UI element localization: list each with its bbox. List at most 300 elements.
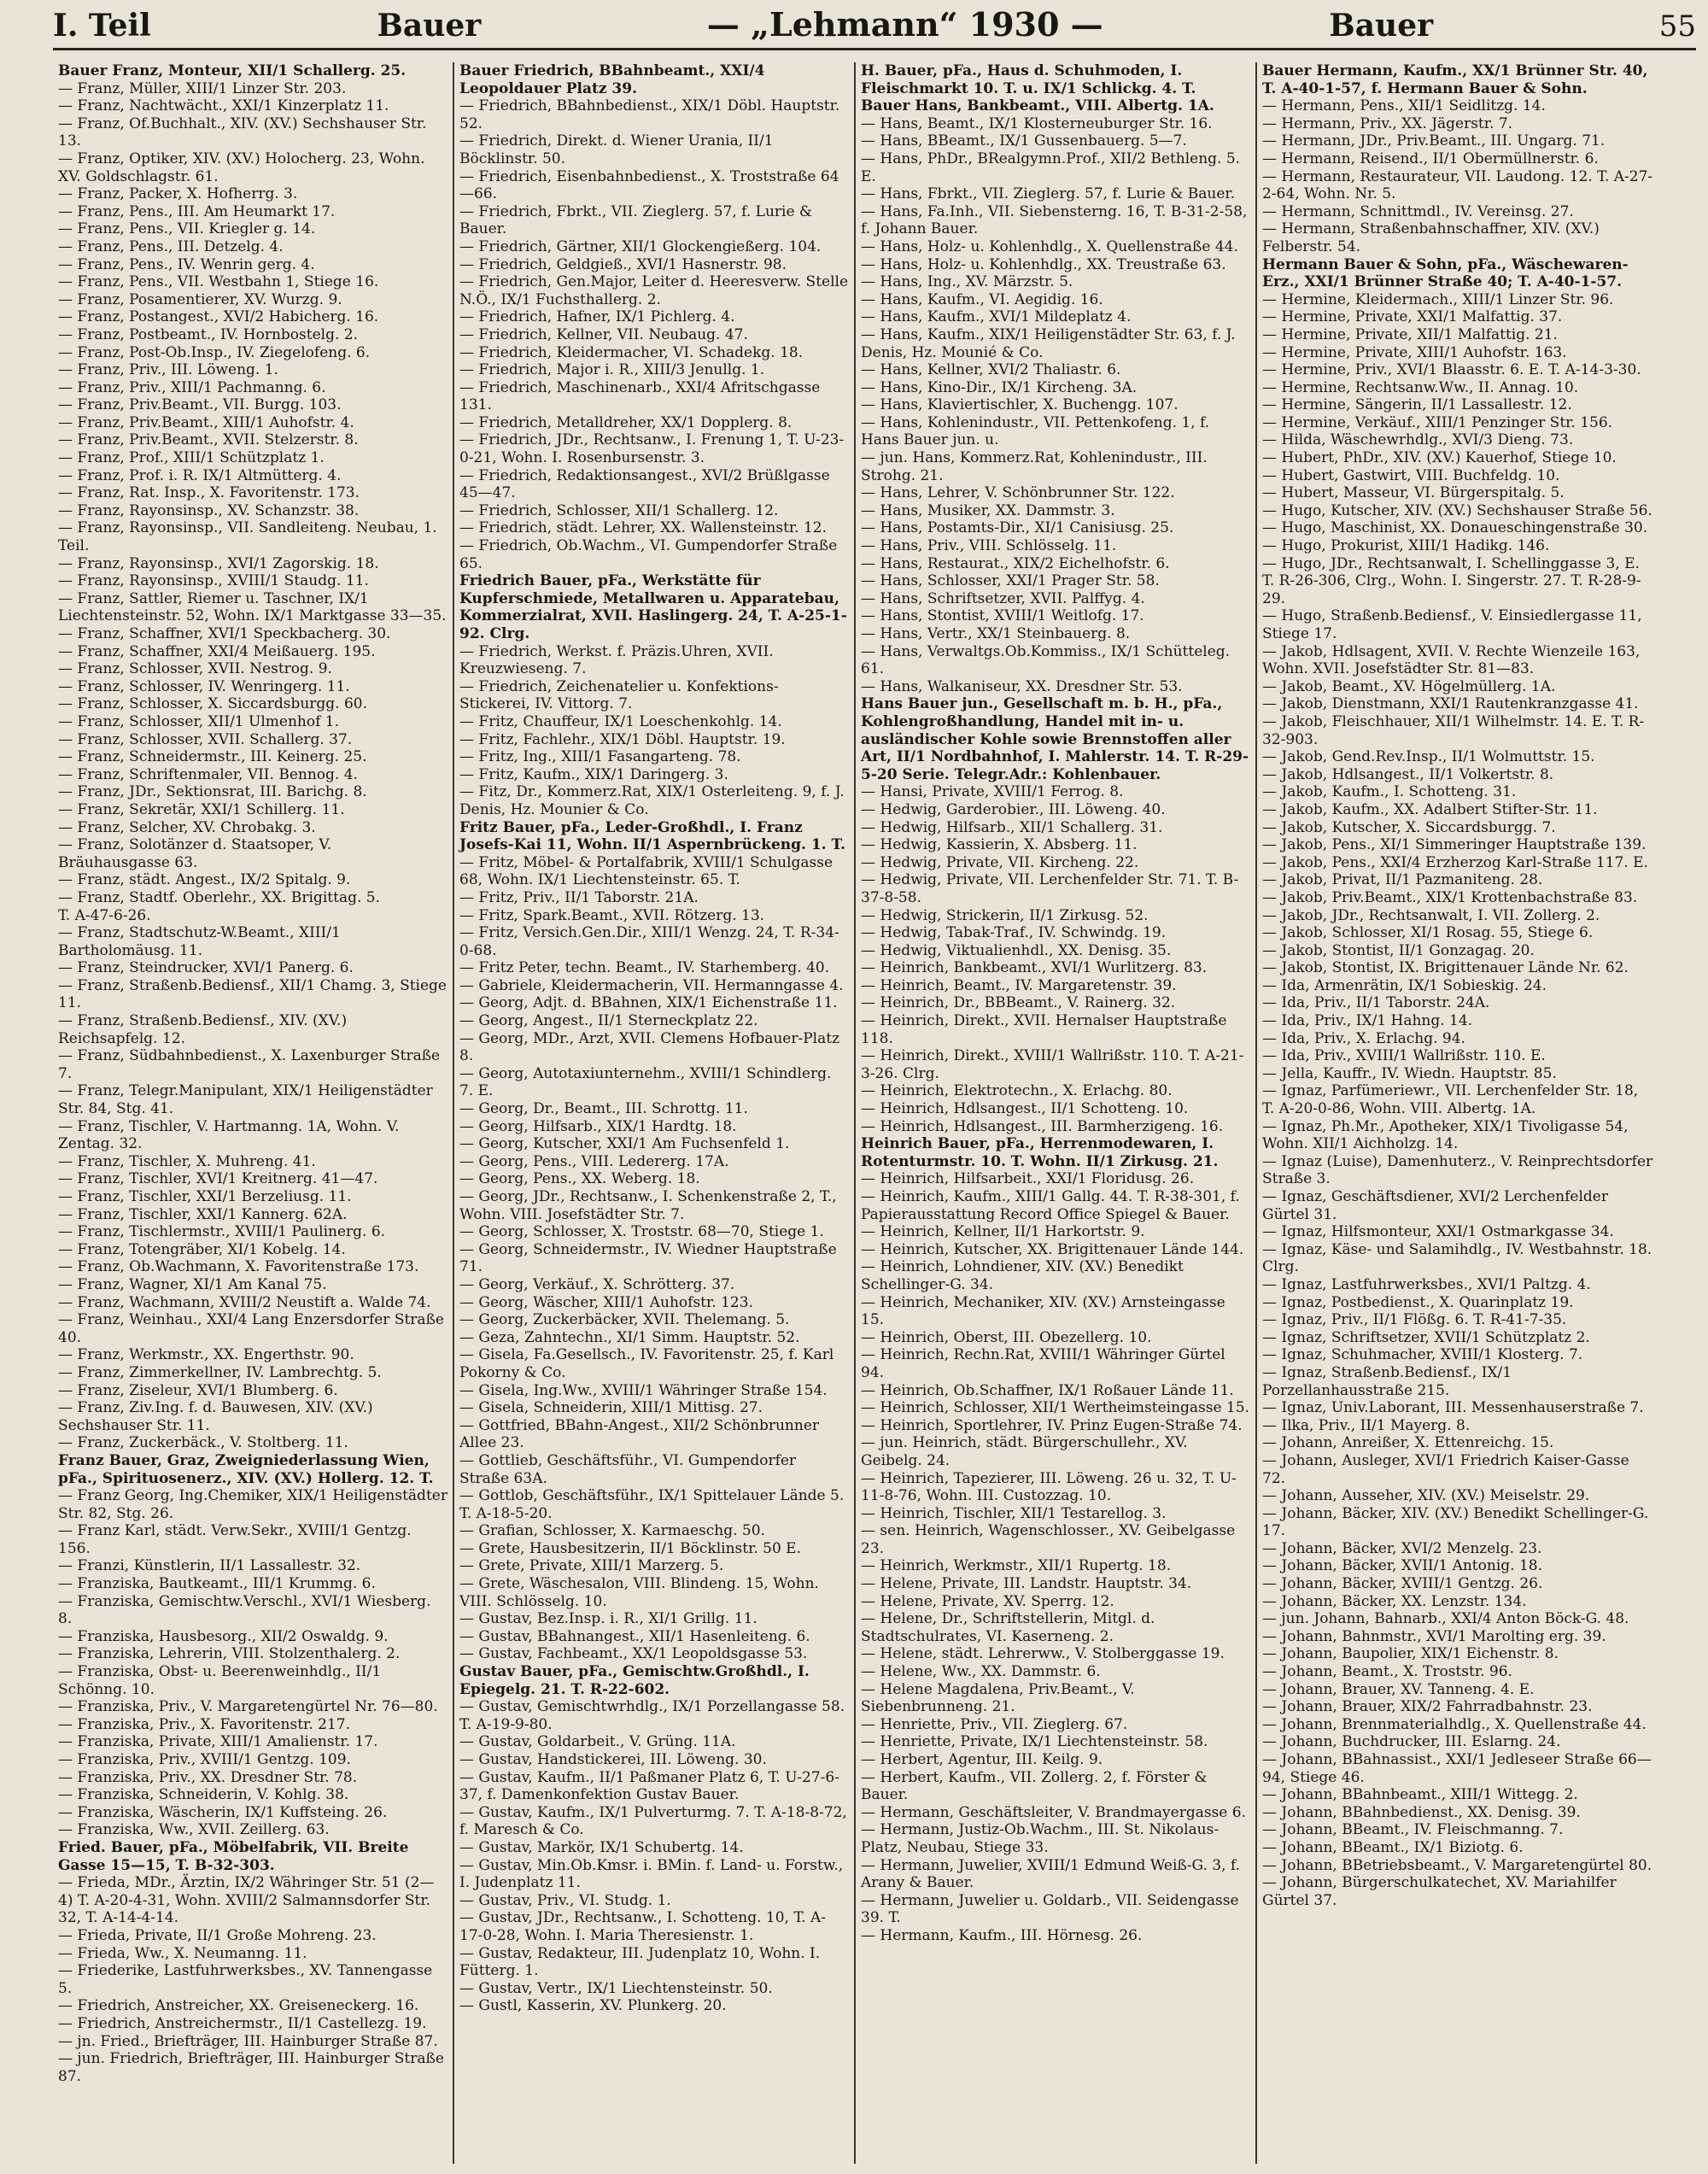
directory-entry: — Heinrich, Dr., BBBeamt., V. Rainerg. 32. [861, 994, 1176, 1012]
directory-entry: — Friedrich, Metalldreher, XX/1 Dopplerg. 8. [459, 413, 793, 431]
directory-entry: — Franziska, Priv., V. Margaretengürtel Nr. 76—80. [58, 1698, 438, 1716]
directory-entry: — Heinrich, Beamt., IV. Margaretenstr. 39. [861, 976, 1177, 994]
directory-entry: — Johann, Beamt., X. Troststr. 96. [1262, 1663, 1512, 1681]
directory-entry: — Franz, Stadtf. Oberlehr., XX. Brigittag. 5. [58, 888, 381, 906]
directory-entry: — Franz, Rat. Insp., X. Favoritenstr. 173. [58, 484, 360, 502]
directory-entry: — Franziska, Schneiderin, V. Kohlg. 38. [58, 1786, 349, 1804]
directory-entry: — jn. Fried., Briefträger, III. Hainburger Straße 87. [58, 2032, 438, 2050]
directory-entry: — Franz, Rayonsinsp., XVIII/1 Staudg. 11. [58, 572, 369, 590]
directory-entry: — Franz, Schlosser, XVII. Schallerg. 37. [58, 730, 353, 748]
directory-columns [53, 62, 1696, 2164]
directory-entry: — Franz, Priv., XIII/1 Pachmanng. 6. [58, 378, 326, 396]
directory-entry: — Georg, Hilfsarb., XIX/1 Hardtg. 18. [459, 1117, 737, 1135]
directory-entry: — Franz, Wachmann, XVIII/2 Neustift a. Walde 74. [58, 1293, 431, 1311]
directory-entry: — Franz, Schneidermstr., III. Keinerg. 25. [58, 748, 367, 766]
directory-entry: — Heinrich, Hilfsarbeit., XXI/1 Floridusg. 26. [861, 1170, 1195, 1188]
header-section: I. Teil [53, 8, 151, 44]
directory-entry: — Franz, Pens., III. Am Heumarkt 17. [58, 202, 336, 220]
directory-entry: — Hans, Priv., VIII. Schlösselg. 11. [861, 537, 1117, 555]
directory-entry: — Friedrich, Fbrkt., VII. Zieglerg. 57, f. Lurie & Bauer. [459, 202, 813, 238]
directory-entry: Bauer Hans, Bankbeamt., VIII. Albertg. 1A. [861, 97, 1214, 115]
directory-entry: — Hans, PhDr., BRealgymn.Prof., XII/2 Bethleng. 5. E. [861, 149, 1241, 185]
directory-entry: — Hans, Fa.Inh., VII. Siebensterng. 16, T. B-31-2-58, f. Johann Bauer. [861, 202, 1248, 238]
directory-entry: — Hans, Musiker, XX. Dammstr. 3. [861, 501, 1115, 519]
directory-entry: — Gisela, Ing.Ww., XVIII/1 Währinger Straße 154. [459, 1381, 828, 1399]
directory-entry: — Franz, JDr., Sektionsrat, III. Barichg. 8. [58, 783, 367, 801]
directory-entry: — Hermann, Restaurateur, VII. Laudong. 12. T. A-27-2-64, Wohn. Nr. 5. [1262, 167, 1653, 203]
directory-entry: Fried. Bauer, pFa., Möbelfabrik, VII. Breite Gasse 15—15, T. B-32-303. [58, 1838, 409, 1874]
directory-entry: H. Bauer, pFa., Haus d. Schuhmoden, I. Fleischmarkt 10. T. u. IX/1 Schlickg. 4. T. [861, 62, 1196, 97]
directory-entry: — Franz, Posamentierer, XV. Wurzg. 9. [58, 290, 342, 308]
directory-entry: — Hermann, Juwelier, XVIII/1 Edmund Weiß-G. 3, f. Arany & Bauer. [861, 1856, 1241, 1892]
directory-entry: — Ida, Armenrätin, IX/1 Sobieskig. 24. [1262, 976, 1547, 994]
directory-entry: — Hans, Kohlenindustr., VII. Pettenkofeng. 1, f. Hans Bauer jun. u. [861, 413, 1210, 449]
directory-entry: — Helene, Private, XV. Sperrg. 12. [861, 1592, 1114, 1610]
directory-entry: — Jakob, Privat, II/1 Pazmaniteng. 28. [1262, 871, 1543, 889]
directory-entry: — jun. Heinrich, städt. Bürgerschullehr., XV. Geibelg. 24. [861, 1434, 1188, 1469]
directory-entry: — Georg, Verkäuf., X. Schrötterg. 37. [459, 1275, 735, 1293]
directory-entry: — Hansi, Private, XVIII/1 Ferrog. 8. [861, 783, 1124, 801]
directory-entry: — Jakob, Stontist, IX. Brigittenauer Lände Nr. 62. [1262, 959, 1629, 977]
page-number: 55 [1658, 9, 1696, 44]
directory-entry: — Friedrich, Geldgieß., XVI/1 Hasnerstr. 98. [459, 255, 787, 273]
directory-entry: — Franz, Wagner, XI/1 Am Kanal 75. [58, 1275, 327, 1293]
directory-entry: — Johann, Ausleger, XVI/1 Friedrich Kaiser-Gasse 72. [1262, 1451, 1629, 1487]
header-title: — „Lehmann“ 1930 — [706, 5, 1103, 44]
directory-entry: Gustav Bauer, pFa., Gemischtw.Großhdl., I. Epiegelg. 21. T. R-22-602. [459, 1663, 810, 1698]
directory-entry: — Grete, Private, XIII/1 Marzerg. 5. [459, 1557, 724, 1575]
directory-column-4 [1257, 62, 1658, 2164]
directory-entry: — Franz, Priv.Beamt., XVII. Stelzerstr. 8. [58, 431, 359, 449]
directory-entry: — Franz, Schlosser, XII/1 Ulmenhof 1. [58, 712, 340, 730]
directory-entry: — Helene, städt. Lehrerww., V. Stolberggasse 19. [861, 1645, 1225, 1663]
directory-entry: — Johann, Anreißer, X. Ettenreichg. 15. [1262, 1434, 1554, 1452]
directory-entry: — Hermann, Geschäftsleiter, V. Brandmayergasse 6. [861, 1803, 1246, 1821]
directory-entry: — Franz, Werkmstr., XX. Engerthstr. 90. [58, 1346, 354, 1364]
directory-entry: — Hans, Lehrer, V. Schönbrunner Str. 122. [861, 484, 1175, 502]
directory-entry: — Hermann, Pens., XII/1 Seidlitzg. 14. [1262, 97, 1546, 115]
directory-entry: Hans Bauer jun., Gesellschaft m. b. H., pFa., Kohlengroßhandlung, Handel mit in- u. ausländischer Kohle sowie Brennstoffen aller Art, II/1 Nordbahnhof, I. Mahlerstr. 14. T. R-29-5-20 Serie. Telegr.Adr.: Kohlenbauer. [861, 695, 1249, 783]
directory-entry: — Georg, Schlosser, X. Troststr. 68—70, Stiege 1. [459, 1223, 824, 1241]
directory-entry: — Gustav, Fachbeamt., XX/1 Leopoldsgasse 53. [459, 1645, 808, 1663]
directory-entry: — Frieda, Ww., X. Neumanng. 11. [58, 1944, 307, 1962]
directory-entry: — Hubert, Masseur, VI. Bürgerspitalg. 5. [1262, 484, 1565, 502]
directory-entry: — Jakob, Kutscher, X. Siccardsburgg. 7. [1262, 818, 1556, 836]
directory-entry: — Herbert, Kaufm., VII. Zollerg. 2, f. Förster & Bauer. [861, 1768, 1208, 1804]
directory-entry: — Franz, Straßenb.Bediensf., XIV. (XV.) Reichsapfelg. 12. [58, 1012, 348, 1047]
directory-entry: — Franz, Priv.Beamt., VII. Burgg. 103. [58, 396, 342, 414]
directory-entry: — Ida, Priv., IX/1 Hahng. 14. [1262, 1012, 1473, 1030]
directory-entry: — Gustl, Kasserin, XV. Plunkerg. 20. [459, 1997, 727, 2015]
directory-entry: — Hugo, Kutscher, XIV. (XV.) Sechshauser Straße 56. [1262, 501, 1652, 519]
directory-entry: — Franziska, Priv., X. Favoritenstr. 217. [58, 1715, 350, 1733]
directory-entry: — Johann, Bäcker, XIV. (XV.) Benedikt Schellinger-G. 17. [1262, 1504, 1649, 1540]
directory-entry: — Ignaz, Schuhmacher, XVIII/1 Klosterg. 7. [1262, 1346, 1583, 1364]
directory-entry: — Hermine, Sängerin, II/1 Lassallestr. 12. [1262, 396, 1572, 414]
directory-entry: — Frieda, Private, II/1 Große Mohreng. 23. [58, 1926, 377, 1944]
directory-entry: — Hedwig, Private, VII. Lerchenfelder Str. 71. T. B-37-8-58. [861, 871, 1239, 906]
directory-entry: — Ilka, Priv., II/1 Mayerg. 8. [1262, 1416, 1471, 1434]
directory-entry: — Franz, Rayonsinsp., VII. Sandleiteng. Neubau, 1. Teil. [58, 519, 437, 555]
directory-entry: — Heinrich, Direkt., XVIII/1 Wallrißstr. 110. T. A-21-3-26. Clrg. [861, 1047, 1244, 1082]
directory-entry: — Heinrich, Elektrotechn., X. Erlachg. 80. [861, 1082, 1173, 1100]
directory-entry: — Ida, Priv., X. Erlachg. 94. [1262, 1029, 1465, 1047]
directory-entry: — Johann, Bäcker, XVI/2 Menzelg. 23. [1262, 1539, 1542, 1557]
directory-entry: — Ignaz, Parfümeriewr., VII. Lerchenfelder Str. 18, T. A-20-0-86, Wohn. VIII. Albertg. 1A. [1262, 1082, 1639, 1118]
directory-entry: — Hans, Ing., XV. Märzstr. 5. [861, 273, 1073, 291]
directory-entry: — Georg, Dr., Beamt., III. Schrottg. 11. [459, 1100, 748, 1118]
directory-entry: — Jakob, Fleischhauer, XII/1 Wilhelmstr. 14. E. T. R-32-903. [1262, 712, 1645, 748]
directory-entry: — Franziska, Hausbesorg., XII/2 Oswaldg. 9. [58, 1627, 389, 1645]
directory-entry: — Franz, Postbeamt., IV. Hornbostelg. 2. [58, 325, 358, 343]
directory-entry: — Friedrich, Schlosser, XII/1 Schallerg. 12. [459, 501, 779, 519]
directory-entry: — Franz, Selcher, XV. Chrobakg. 3. [58, 818, 316, 836]
directory-entry: — Johann, BBahnassist., XXI/1 Jedleseer Straße 66—94, Stiege 46. [1262, 1751, 1652, 1786]
directory-entry: — Georg, Autotaxiunternehm., XVIII/1 Schindlerg. 7. E. [459, 1064, 832, 1100]
directory-entry: — Hans, Beamt., IX/1 Klosterneuburger Str. 16. [861, 114, 1213, 132]
directory-entry: — Gustav, Redakteur, III. Judenplatz 10, Wohn. I. Fütterg. 1. [459, 1944, 821, 1980]
directory-entry: — Heinrich, Ob.Schaffner, IX/1 Roßauer Lände 11. [861, 1381, 1234, 1399]
directory-entry: — Ignaz, Straßenb.Bediensf., IX/1 Porzellanhausstraße 215. [1262, 1363, 1512, 1399]
directory-entry: — Jakob, Beamt., XV. Högelmüllerg. 1A. [1262, 677, 1556, 695]
directory-entry: — Hermine, Verkäuf., XIII/1 Penzinger Str. 156. [1262, 413, 1613, 431]
directory-entry: — Franz, Schlosser, X. Siccardsburgg. 60. [58, 695, 368, 713]
directory-entry: — Hans, Holz- u. Kohlenhdlg., X. Quellenstraße 44. [861, 237, 1238, 255]
directory-entry: — Gustav, Handstickerei, III. Löweng. 30. [459, 1751, 767, 1768]
directory-entry: — Fritz, Spark.Beamt., XVII. Rötzerg. 13. [459, 906, 765, 924]
directory-entry: — Hugo, Straßenb.Bediensf., V. Einsiedlergasse 11, Stiege 17. [1262, 607, 1642, 642]
directory-entry: — Georg, Adjt. d. BBahnen, XIX/1 Eichenstraße 11. [459, 994, 838, 1012]
directory-entry: — Franz, Solotänzer d. Staatsoper, V. Bräuhausgasse 63. [58, 836, 332, 871]
directory-entry: — Ida, Priv., II/1 Taborstr. 24A. [1262, 994, 1490, 1012]
directory-entry: — Franz, Packer, X. Hofherrg. 3. [58, 185, 298, 203]
directory-entry: — Ignaz, Hilfsmonteur, XXI/1 Ostmarkgasse 34. [1262, 1223, 1614, 1241]
directory-entry: — Ignaz (Luise), Damenhuterz., V. Reinprechtsdorfer Straße 3. [1262, 1152, 1653, 1188]
directory-entry: — Georg, JDr., Rechtsanw., I. Schenkenstraße 2, T., Wohn. VIII. Josefstädter Str. 7. [459, 1188, 837, 1223]
directory-entry: — Franz, Of.Buchhalt., XIV. (XV.) Sechshauser Str. 13. [58, 114, 427, 150]
directory-entry: — Johann, BBetriebsbeamt., V. Margaretengürtel 80. [1262, 1856, 1652, 1874]
directory-entry: — Hermann, Reisend., II/1 Obermüllnerstr. 6. [1262, 149, 1599, 167]
directory-entry: — Franz, Tischler, XXI/1 Kannerg. 62A. [58, 1205, 348, 1223]
directory-entry: — Gabriele, Kleidermacherin, VII. Hermanngasse 4. [459, 976, 844, 994]
directory-entry: — Friedrich, Maschinenarb., XXI/4 Afritschgasse 131. [459, 378, 821, 414]
directory-entry: — Gustav, Gemischtwrhdlg., IX/1 Porzellangasse 58. T. A-19-9-80. [459, 1698, 845, 1733]
directory-entry: — Heinrich, Lohndiener, XIV. (XV.) Benedikt Schellinger-G. 34. [861, 1258, 1184, 1293]
directory-entry: — Franz, Rayonsinsp., XV. Schanzstr. 38. [58, 501, 360, 519]
directory-entry: — jun. Hans, Kommerz.Rat, Kohlenindustr., III. Strohg. 21. [861, 449, 1208, 484]
directory-entry: — Franz, städt. Angest., IX/2 Spitalg. 9. [58, 871, 351, 889]
directory-entry: — Hedwig, Kassierin, X. Absberg. 11. [861, 836, 1138, 854]
directory-entry: — Hermine, Private, XII/1 Malfattig. 21. [1262, 325, 1558, 343]
directory-entry: — Franz, Stadtschutz-W.Beamt., XIII/1 Bartholomäusg. 11. [58, 924, 341, 959]
directory-entry: — Johann, BBeamt., IV. Fleischmanng. 7. [1262, 1821, 1564, 1839]
directory-entry: — Hermann, Justiz-Ob.Wachm., III. St. Nikolaus-Platz, Neubau, Stiege 33. [861, 1821, 1220, 1856]
directory-entry: — Friederike, Lastfuhrwerksbes., XV. Tannengasse 5. [58, 1962, 433, 1997]
directory-entry: — Jakob, Priv.Beamt., XIX/1 Krottenbachstraße 83. [1262, 888, 1638, 906]
directory-entry: — Ida, Priv., XVIII/1 Wallrißstr. 110. E. [1262, 1047, 1546, 1065]
directory-entry: — Fritz, Chauffeur, IX/1 Loeschenkohlg. 14. [459, 712, 782, 730]
directory-entry: — Gottfried, BBahn-Angest., XII/2 Schönbrunner Allee 23. [459, 1416, 820, 1452]
directory-entry: — Gustav, Kaufm., II/1 Paßmaner Platz 6, T. U-27-6-37, f. Damenkonfektion Gustav Bauer. [459, 1768, 839, 1804]
directory-entry: — Fritz, Kaufm., XIX/1 Daringerg. 3. [459, 765, 728, 783]
directory-entry: — Friedrich, Eisenbahnbedienst., X. Troststraße 64—66. [459, 167, 839, 203]
directory-entry: — Fritz, Ing., XIII/1 Fasangarteng. 78. [459, 748, 741, 766]
directory-entry: — Fritz Peter, techn. Beamt., IV. Starhemberg. 40. [459, 959, 830, 977]
directory-entry: — Franz, Post-Ob.Insp., IV. Ziegelofeng. 6. [58, 343, 371, 361]
directory-entry: — Geza, Zahntechn., XI/1 Simm. Hauptstr. 52. [459, 1328, 800, 1346]
directory-entry: — Friedrich, Anstreichermstr., II/1 Castellezg. 19. [58, 2014, 427, 2032]
directory-entry: — Hans, Klaviertischler, X. Buchengg. 107. [861, 396, 1179, 414]
directory-entry: — Heinrich, Hdlsangest., II/1 Schotteng. 10. [861, 1100, 1189, 1118]
directory-entry: — Ignaz, Priv., II/1 Flößg. 6. T. R-41-7-35. [1262, 1311, 1567, 1329]
directory-entry: — Johann, Bahnmstr., XVI/1 Marolting erg. 39. [1262, 1627, 1606, 1645]
directory-entry: — Friedrich, Redaktionsangest., XVI/2 Brüßlgasse 45—47. [459, 466, 830, 502]
directory-entry: — Franz, Telegr.Manipulant, XIX/1 Heiligenstädter Str. 84, Stg. 41. [58, 1082, 433, 1118]
directory-column-3 [856, 62, 1257, 2164]
directory-entry: — Franz, Totengräber, XI/1 Kobelg. 14. [58, 1240, 346, 1258]
directory-entry: — Franz, Ziseleur, XVI/1 Blumberg. 6. [58, 1381, 338, 1399]
directory-entry: — Franz, Müller, XIII/1 Linzer Str. 203. [58, 79, 347, 97]
directory-entry: — Franz, Postangest., XVI/2 Habicherg. 16. [58, 308, 379, 326]
directory-entry: — Hedwig, Viktualienhdl., XX. Denisg. 35. [861, 941, 1172, 959]
directory-entry: — Helene, Private, III. Landstr. Hauptstr. 34. [861, 1575, 1192, 1593]
directory-entry: — Franz, Südbahnbedienst., X. Laxenburger Straße 7. [58, 1047, 441, 1082]
directory-entry: — Friedrich, Hafner, IX/1 Pichlerg. 4. [459, 308, 735, 326]
directory-entry: — Herbert, Agentur, III. Keilg. 9. [861, 1751, 1103, 1768]
directory-entry: — Johann, Ausseher, XIV. (XV.) Meiselstr. 29. [1262, 1487, 1590, 1505]
directory-entry: — Fitz, Dr., Kommerz.Rat, XIX/1 Osterleiteng. 9, f. J. Denis, Hz. Mounier & Co. [459, 783, 845, 818]
directory-entry: — Johann, Brauer, XV. Tanneng. 4. E. [1262, 1680, 1535, 1698]
directory-entry: — Jakob, JDr., Rechtsanwalt, I. VII. Zollerg. 2. [1262, 906, 1600, 924]
directory-entry: — Hans, Kellner, XVI/2 Thaliastr. 6. [861, 361, 1121, 379]
directory-entry: Bauer Franz, Monteur, XII/1 Schallerg. 25. [58, 62, 407, 79]
directory-entry: — Friedrich, JDr., Rechtsanw., I. Frenung 1, T. U-23-0-21, Wohn. I. Rosenbursenstr. 3. [459, 431, 845, 467]
directory-entry: — Hilda, Wäschewrhdlg., XVI/3 Dieng. 73. [1262, 431, 1574, 449]
directory-entry: — Franz, Tischler, XVI/1 Kreitnerg. 41—47. [58, 1170, 378, 1188]
directory-entry: — Franz, Steindrucker, XVI/1 Panerg. 6. [58, 959, 354, 977]
directory-entry: — Hans, Kaufm., VI. Aegidig. 16. [861, 290, 1103, 308]
directory-entry: — Heinrich, Sportlehrer, IV. Prinz Eugen-Straße 74. [861, 1416, 1243, 1434]
directory-entry: Friedrich Bauer, pFa., Werkstätte für Kupferschmiede, Metallwaren u. Apparatebau, Kommerzialrat, XVII. Haslingerg. 24, T. A-25-1-92. Clrg. [459, 572, 847, 642]
directory-entry: — Johann, Buchdrucker, III. Eslarng. 24. [1262, 1733, 1561, 1751]
directory-entry: — Hans, Schriftsetzer, XVII. Palffyg. 4. [861, 589, 1145, 607]
directory-entry: Bauer Friedrich, BBahnbeamt., XXI/4 Leopoldauer Platz 39. [459, 62, 765, 97]
directory-entry: — Jakob, Gend.Rev.Insp., II/1 Wolmuttstr. 15. [1262, 748, 1595, 766]
directory-entry: — Heinrich, Kellner, II/1 Harkortstr. 9. [861, 1223, 1145, 1241]
directory-entry: — Franz, Tischler, X. Muhreng. 41. [58, 1152, 316, 1170]
directory-entry: — Hans, Verwaltgs.Ob.Kommiss., IX/1 Schütteleg. 61. [861, 642, 1231, 678]
directory-entry: — Hans, Vertr., XX/1 Steinbauerg. 8. [861, 625, 1131, 642]
directory-entry: — Hermine, Private, XIII/1 Auhofstr. 163. [1262, 343, 1567, 361]
directory-entry: — Friedrich, Gärtner, XII/1 Glockengießerg. 104. [459, 237, 822, 255]
directory-entry: — Hans, Fbrkt., VII. Zieglerg. 57, f. Lurie & Bauer. [861, 185, 1236, 203]
directory-entry: — Hans, BBeamt., IX/1 Gussenbauerg. 5—7. [861, 132, 1187, 150]
directory-entry: — Franziska, Bautkeamt., III/1 Krummg. 6. [58, 1575, 376, 1593]
directory-entry: — Grete, Hausbesitzerin, II/1 Böcklinstr. 50 E. [459, 1539, 801, 1557]
directory-entry: — Franz, Straßenb.Bediensf., XII/1 Chamg. 3, Stiege 11. [58, 976, 447, 1012]
directory-entry: — Franz, Sekretär, XXI/1 Schillerg. 11. [58, 800, 345, 818]
directory-entry: — Jakob, Stontist, II/1 Gonzagag. 20. [1262, 941, 1535, 959]
directory-column-2 [454, 62, 856, 2164]
directory-entry: — Franz, Rayonsinsp., XVI/1 Zagorskig. 18. [58, 554, 379, 572]
directory-entry: — Ignaz, Schriftsetzer, XVII/1 Schützplatz 2. [1262, 1328, 1590, 1346]
directory-entry: — Heinrich, Schlosser, XII/1 Wertheimsteingasse 15. [861, 1399, 1249, 1417]
directory-entry: — Hugo, Prokurist, XIII/1 Hadikg. 146. [1262, 537, 1550, 555]
directory-entry: — Hugo, JDr., Rechtsanwalt, I. Schellinggasse 3, E. T. R-26-306, Clrg., Wohn. I. Singerstr. 27. T. R-28-9-29. [1262, 554, 1641, 607]
directory-entry: — Franziska, Lehrerin, VIII. Stolzenthalerg. 2. [58, 1645, 401, 1663]
directory-entry: — Gisela, Fa.Gesellsch., IV. Favoritenstr. 25, f. Karl Pokorny & Co. [459, 1346, 834, 1381]
directory-entry: — Fritz, Priv., II/1 Taborstr. 21A. [459, 888, 699, 906]
directory-entry: — Johann, Brennmaterialhdlg., X. Quellenstraße 44. [1262, 1715, 1647, 1733]
directory-entry: — Hubert, Gastwirt, VIII. Buchfeldg. 10. [1262, 466, 1560, 484]
directory-entry: — Ignaz, Postbedienst., X. Quarinplatz 19. [1262, 1293, 1574, 1311]
directory-entry: — Franz, Sattler, Riemer u. Taschner, IX/1 Liechtensteinstr. 52, Wohn. IX/1 Marktgasse 33—35. [58, 589, 447, 625]
header-left-name: Bauer [377, 8, 482, 44]
directory-entry: — Ignaz, Käse- und Salamihdlg., IV. Westbahnstr. 18. Clrg. [1262, 1240, 1652, 1276]
directory-entry: — Hans, Postamts-Dir., XI/1 Canisiusg. 25. [861, 519, 1174, 537]
directory-entry: — Georg, Kutscher, XXI/1 Am Fuchsenfeld 1. [459, 1135, 790, 1153]
directory-entry: — Franz, Prof., XIII/1 Schützplatz 1. [58, 449, 325, 467]
directory-entry: Hermann Bauer & Sohn, pFa., Wäschewaren-Erz., XXI/1 Brünner Straße 40; T. A-40-1-57. [1262, 255, 1629, 291]
directory-entry: — Jella, Kauffr., IV. Wiedn. Hauptstr. 85. [1262, 1064, 1557, 1082]
directory-entry: Franz Bauer, Graz, Zweigniederlassung Wien, pFa., Spirituosenerz., XIV. (XV.) Hollerg. 12. T. [58, 1451, 434, 1487]
directory-entry: — Heinrich, Hdlsangest., III. Barmherzigeng. 16. [861, 1117, 1224, 1135]
directory-entry: — Georg, Zuckerbäcker, XVII. Thelemang. 5. [459, 1311, 790, 1329]
directory-entry: — Friedrich, Kleidermacher, VI. Schadekg. 18. [459, 343, 804, 361]
directory-entry: — Heinrich, Kutscher, XX. Brigittenauer Lände 144. [861, 1240, 1244, 1258]
directory-entry: — Jakob, Hdlsagent, XVII. V. Rechte Wienzeile 163, Wohn. XVII. Josefstädter Str. 81—83. [1262, 642, 1641, 678]
directory-entry: T. A-47-6-26. [58, 906, 151, 924]
directory-entry: — Johann, BBahnbedienst., XX. Denisg. 39. [1262, 1803, 1581, 1821]
directory-entry: Fritz Bauer, pFa., Leder-Großhdl., I. Franz Josefs-Kai 11, Wohn. II/1 Aspernbrückeng. 1. T. [459, 818, 845, 854]
directory-entry: — Jakob, Kaufm., XX. Adalbert Stifter-Str. 11. [1262, 800, 1598, 818]
directory-entry: — Friedrich, Kellner, VII. Neubaug. 47. [459, 325, 748, 343]
directory-entry: — Franz, Zimmerkellner, IV. Lambrechtg. 5. [58, 1363, 382, 1381]
directory-entry: — Gottlieb, Geschäftsführ., VI. Gumpendorfer Straße 63A. [459, 1451, 797, 1487]
directory-entry: — Franz, Pens., VII. Kriegler g. 14. [58, 220, 316, 238]
directory-entry: — Hermine, Kleidermach., XIII/1 Linzer Str. 96. [1262, 290, 1614, 308]
directory-entry: — Franz, Prof. i. R. IX/1 Altmütterg. 4. [58, 466, 342, 484]
directory-entry: — Heinrich, Tapezierer, III. Löweng. 26 u. 32, T. U-11-8-76, Wohn. III. Custozzag. 10. [861, 1469, 1237, 1505]
directory-entry: — Hermine, Rechtsanw.Ww., II. Annag. 10. [1262, 378, 1579, 396]
directory-entry: — Heinrich, Bankbeamt., XVI/1 Wurlitzerg. 83. [861, 959, 1208, 977]
directory-entry: — Franz, Tischlermstr., XVIII/1 Paulinerg. 6. [58, 1223, 386, 1241]
header-right-name: Bauer [1329, 8, 1434, 44]
directory-entry: — Hermann, Schnittmdl., IV. Vereinsg. 27. [1262, 202, 1574, 220]
directory-entry: — Gustav, Priv., VI. Studg. 1. [459, 1891, 671, 1909]
directory-entry: — Heinrich, Direkt., XVII. Hernalser Hauptstraße 118. [861, 1012, 1227, 1047]
directory-entry: — Hans, Kaufm., XIX/1 Heiligenstädter Str. 63, f. J. Denis, Hz. Mounié & Co. [861, 325, 1236, 361]
directory-entry: — Georg, Schneidermstr., IV. Wiedner Hauptstraße 71. [459, 1240, 837, 1276]
directory-entry: — Georg, Angest., II/1 Sterneckplatz 22. [459, 1012, 758, 1030]
directory-entry: — Henriette, Private, IX/1 Liechtensteinstr. 58. [861, 1733, 1208, 1751]
directory-entry: — Helene, Ww., XX. Dammstr. 6. [861, 1663, 1101, 1681]
directory-entry: — Johann, Baupolier, XIX/1 Eichenstr. 8. [1262, 1645, 1559, 1663]
directory-entry: — Hans, Walkaniseur, XX. Dresdner Str. 53. [861, 677, 1183, 695]
directory-entry: — Fritz, Versich.Gen.Dir., XIII/1 Wenzg. 24, T. R-34-0-68. [459, 924, 839, 959]
directory-entry: — Franziska, Obst- u. Beerenweinhdlg., II/1 Schönng. 10. [58, 1663, 382, 1698]
directory-entry: — Franz, Priv.Beamt., XIII/1 Auhofstr. 4. [58, 413, 354, 431]
directory-entry: — Hugo, Maschinist, XX. Donaueschingenstraße 30. [1262, 519, 1648, 537]
directory-entry: — Franz, Tischler, XXI/1 Berzeliusg. 11. [58, 1188, 352, 1205]
directory-entry: — Franz, Schriftenmaler, VII. Bennog. 4. [58, 765, 358, 783]
directory-entry: — Gottlob, Geschäftsführ., IX/1 Spittelauer Lände 5. T. A-18-5-20. [459, 1487, 845, 1522]
directory-entry: — Franziska, Wäscherin, IX/1 Kuffsteing. 26. [58, 1803, 388, 1821]
directory-entry: — Fritz, Möbel- & Portalfabrik, XVIII/1 Schulgasse 68, Wohn. IX/1 Liechtensteinstr. 65. T. [459, 853, 834, 889]
directory-entry: — Gustav, BBahnangest., XII/1 Hasenleiteng. 6. [459, 1627, 810, 1645]
directory-entry: — Helene, Dr., Schriftstellerin, Mitgl. d. Stadtschulrates, VI. Kaserneng. 2. [861, 1610, 1155, 1645]
directory-entry: — Gisela, Schneiderin, XIII/1 Mittisg. 27. [459, 1399, 763, 1417]
directory-entry: — Johann, Brauer, XIX/2 Fahrradbahnstr. 23. [1262, 1698, 1593, 1716]
directory-entry: — Hermine, Private, XXI/1 Malfattig. 37. [1262, 308, 1563, 326]
directory-entry: — Franz, Weinhau., XXI/4 Lang Enzersdorfer Straße 40. [58, 1311, 444, 1346]
directory-entry: — Hedwig, Private, VII. Kircheng. 22. [861, 853, 1139, 871]
directory-entry: — Johann, Bäcker, XX. Lenzstr. 134. [1262, 1592, 1527, 1610]
directory-entry: — Franz, Schaffner, XVI/1 Speckbacherg. 30. [58, 625, 391, 642]
page-header [53, 5, 1696, 50]
directory-entry: — Hans, Schlosser, XXI/1 Prager Str. 58. [861, 572, 1160, 590]
directory-entry: — Franziska, Ww., XVII. Zeillerg. 63. [58, 1821, 330, 1839]
directory-entry: — Franz Karl, städt. Verw.Sekr., XVIII/1 Gentzg. 156. [58, 1522, 412, 1557]
directory-entry: — Hans, Kaufm., XVI/1 Mildeplatz 4. [861, 308, 1132, 326]
directory-entry: — Franz, Nachtwächt., XXI/1 Kinzerplatz 11. [58, 97, 389, 115]
directory-entry: Bauer Hermann, Kaufm., XX/1 Brünner Str. 40, T. A-40-1-57, f. Hermann Bauer & Sohn. [1262, 62, 1648, 97]
directory-entry: — Franzi, Künstlerin, II/1 Lassallestr. 32. [58, 1557, 361, 1575]
directory-entry: — Henriette, Priv., VII. Zieglerg. 67. [861, 1715, 1128, 1733]
directory-entry: — Franz, Schlosser, IV. Wenringerg. 11. [58, 677, 350, 695]
directory-entry: — Hedwig, Tabak-Traf., IV. Schwindg. 19. [861, 924, 1167, 942]
directory-entry: — Franz, Schaffner, XXI/4 Meißauerg. 195. [58, 642, 376, 660]
directory-entry: — Franz, Schlosser, XVII. Nestrog. 9. [58, 660, 332, 678]
directory-entry: — Johann, Bürgerschulkatechet, XV. Mariahilfer Gürtel 37. [1262, 1874, 1617, 1909]
directory-entry: — Friedrich, städt. Lehrer, XX. Wallensteinstr. 12. [459, 519, 827, 537]
directory-entry: — Gustav, Vertr., IX/1 Liechtensteinstr. 50. [459, 1979, 773, 1997]
directory-entry: — sen. Heinrich, Wagenschlosser., XV. Geibelgasse 23. [861, 1522, 1236, 1557]
directory-entry: — Hermann, Straßenbahnschaffner, XIV. (XV.) Felberstr. 54. [1262, 220, 1600, 255]
directory-entry: Heinrich Bauer, pFa., Herrenmodewaren, I. Rotenturmstr. 10. T. Wohn. II/1 Zirkusg. 21. [861, 1135, 1219, 1170]
directory-entry: — Hermann, Priv., XX. Jägerstr. 7. [1262, 114, 1513, 132]
directory-entry: — Heinrich, Rechn.Rat, XVIII/1 Währinger Gürtel 94. [861, 1346, 1225, 1381]
directory-entry: — Hans, Restaurat., XIX/2 Eichelhofstr. 6. [861, 554, 1170, 572]
directory-entry: — Grafian, Schlosser, X. Karmaeschg. 50. [459, 1522, 765, 1540]
directory-entry: — Hedwig, Strickerin, II/1 Zirkusg. 52. [861, 906, 1149, 924]
directory-entry: — Friedrich, Direkt. d. Wiener Urania, II/1 Böcklinstr. 50. [459, 132, 774, 167]
directory-entry: — Hedwig, Hilfsarb., XII/1 Schallerg. 31. [861, 818, 1163, 836]
directory-entry: — Friedrich, Ob.Wachm., VI. Gumpendorfer Straße 65. [459, 537, 838, 572]
directory-column-1 [53, 62, 454, 2164]
directory-entry: — Friedrich, Werkst. f. Präzis.Uhren, XVII. Kreuzwieseng. 7. [459, 642, 774, 678]
directory-entry: — Hermann, JDr., Priv.Beamt., III. Ungarg. 71. [1262, 132, 1606, 150]
directory-entry: — Jakob, Dienstmann, XXI/1 Rautenkranzgasse 41. [1262, 695, 1639, 713]
directory-entry: — Franziska, Private, XIII/1 Amalienstr. 17. [58, 1733, 378, 1751]
directory-entry: — Heinrich, Tischler, XII/1 Testarellog. 3. [861, 1504, 1167, 1522]
directory-entry: — Johann, BBahnbeamt., XIII/1 Wittegg. 2. [1262, 1786, 1578, 1804]
directory-entry: — Jakob, Hdlsangest., II/1 Volkertstr. 8. [1262, 765, 1554, 783]
directory-entry: — Ignaz, Lastfuhrwerksbes., XVI/1 Paltzg. 4. [1262, 1275, 1591, 1293]
directory-entry: — Franz, Tischler, V. Hartmanng. 1A, Wohn. V. Zentag. 32. [58, 1117, 400, 1153]
directory-entry: — Georg, Pens., XX. Weberg. 18. [459, 1170, 700, 1188]
directory-entry: — Hans, Holz- u. Kohlenhdlg., XX. Treustraße 63. [861, 255, 1226, 273]
directory-entry: — Jakob, Schlosser, XI/1 Rosag. 55, Stiege 6. [1262, 924, 1594, 942]
directory-entry: — Gustav, JDr., Rechtsanw., I. Schotteng. 10, T. A-17-0-28, Wohn. I. Maria Theresienstr. 1. [459, 1909, 826, 1944]
directory-entry: — Franz, Ziv.Ing. f. d. Bauwesen, XIV. (XV.) Sechshauser Str. 11. [58, 1399, 373, 1434]
directory-entry: — Jakob, Kaufm., I. Schotteng. 31. [1262, 783, 1517, 801]
directory-entry: — Heinrich, Mechaniker, XIV. (XV.) Arnsteingasse 15. [861, 1293, 1225, 1329]
directory-entry: — Franziska, Priv., XVIII/1 Gentzg. 109. [58, 1751, 351, 1768]
directory-entry: — Jakob, Pens., XI/1 Simmeringer Hauptstraße 139. [1262, 836, 1647, 854]
directory-entry: — Gustav, Kaufm., IX/1 Pulverturmg. 7. T. A-18-8-72, f. Maresch & Co. [459, 1803, 847, 1839]
directory-entry: — Hubert, PhDr., XIV. (XV.) Kauerhof, Stiege 10. [1262, 449, 1617, 467]
